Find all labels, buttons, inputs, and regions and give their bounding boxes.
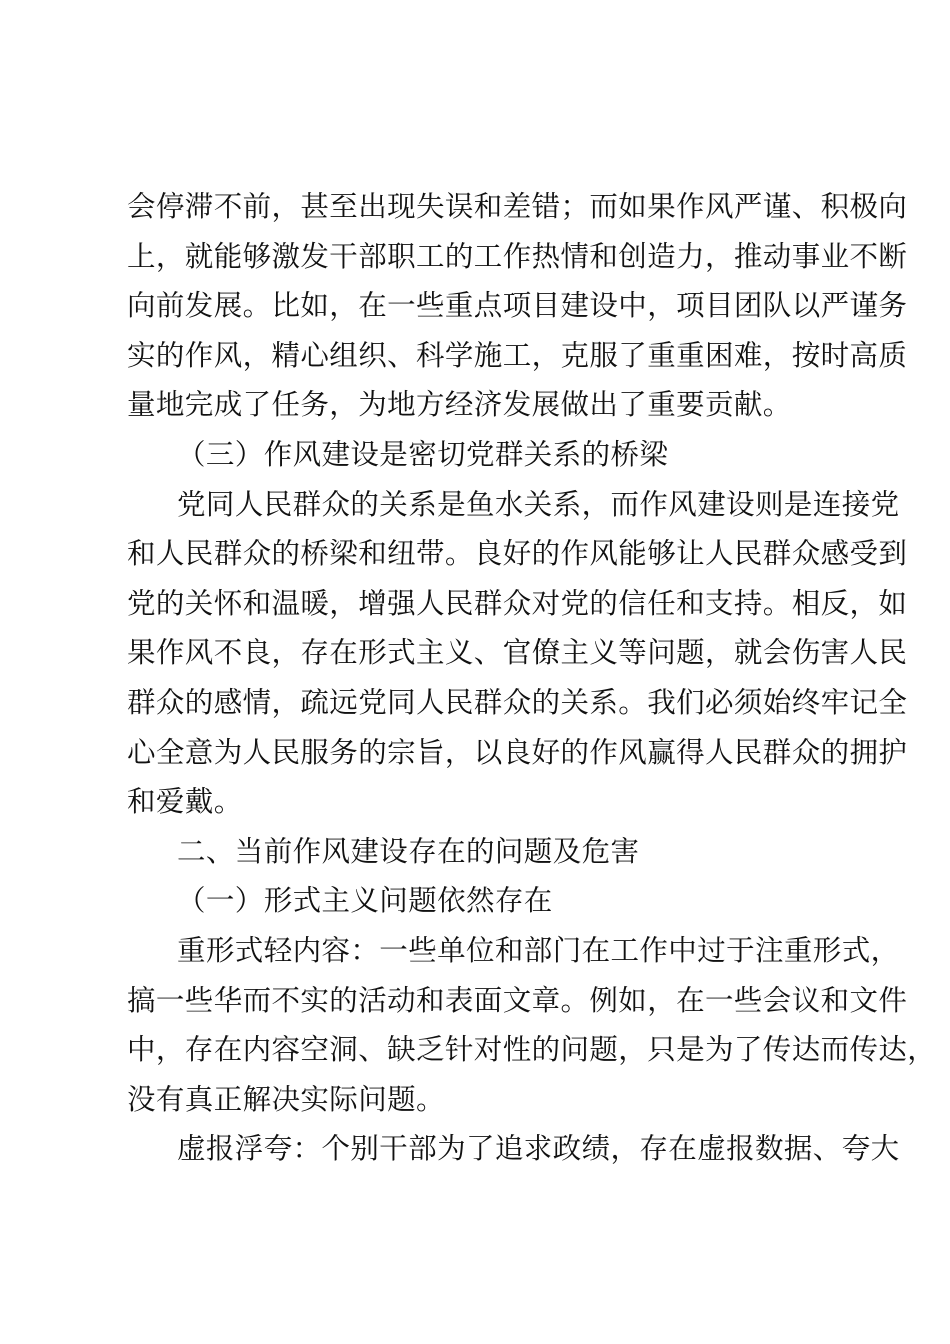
text-line: 量地完成了任务，为地方经济发展做出了重要贡献。 [127, 388, 792, 422]
text-line: 虚报浮夸：个别干部为了追求政绩，存在虚报数据、夸大 [177, 1132, 900, 1166]
text-line: 和爱戴。 [127, 785, 243, 819]
text-line: 上，就能够激发干部职工的工作热情和创造力，推动事业不断 [127, 239, 908, 273]
text-line: 没有真正解决实际问题。 [127, 1082, 445, 1116]
text-line: 重形式轻内容：一些单位和部门在工作中过于注重形式， [177, 933, 900, 967]
text-line: 向前发展。比如，在一些重点项目建设中，项目团队以严谨务 [127, 289, 908, 323]
text-line: 群众的感情，疏远党同人民群众的关系。我们必须始终牢记全 [127, 685, 908, 719]
text-line: 搞一些华而不实的活动和表面文章。例如，在一些会议和文件 [127, 983, 908, 1017]
text-line: 党同人民群众的关系是鱼水关系，而作风建设则是连接党 [177, 487, 900, 521]
text-line: 会停滞不前，甚至出现失误和差错；而如果作风严谨、积极向 [127, 190, 908, 223]
text-line: 心全意为人民服务的宗旨，以良好的作风赢得人民群众的拥护 [127, 735, 908, 769]
text-line: 和人民群众的桥梁和纽带。良好的作风能够让人民群众感受到 [127, 537, 908, 571]
text-line: 二、当前作风建设存在的问题及危害 [177, 834, 640, 868]
text-line: 实的作风，精心组织、科学施工，克服了重重困难，按时高质 [127, 338, 908, 372]
document-body [127, 182, 937, 1174]
text-line: 中，存在内容空洞、缺乏针对性的问题，只是为了传达而传达， [127, 1033, 937, 1067]
text-line: 党的关怀和温暖，增强人民群众对党的信任和支持。相反，如 [127, 586, 908, 620]
text-line: 果作风不良，存在形式主义、官僚主义等问题，就会伤害人民 [127, 636, 908, 670]
text-line: （一）形式主义问题依然存在 [177, 884, 553, 918]
text-line: （三）作风建设是密切党群关系的桥梁 [177, 437, 669, 471]
